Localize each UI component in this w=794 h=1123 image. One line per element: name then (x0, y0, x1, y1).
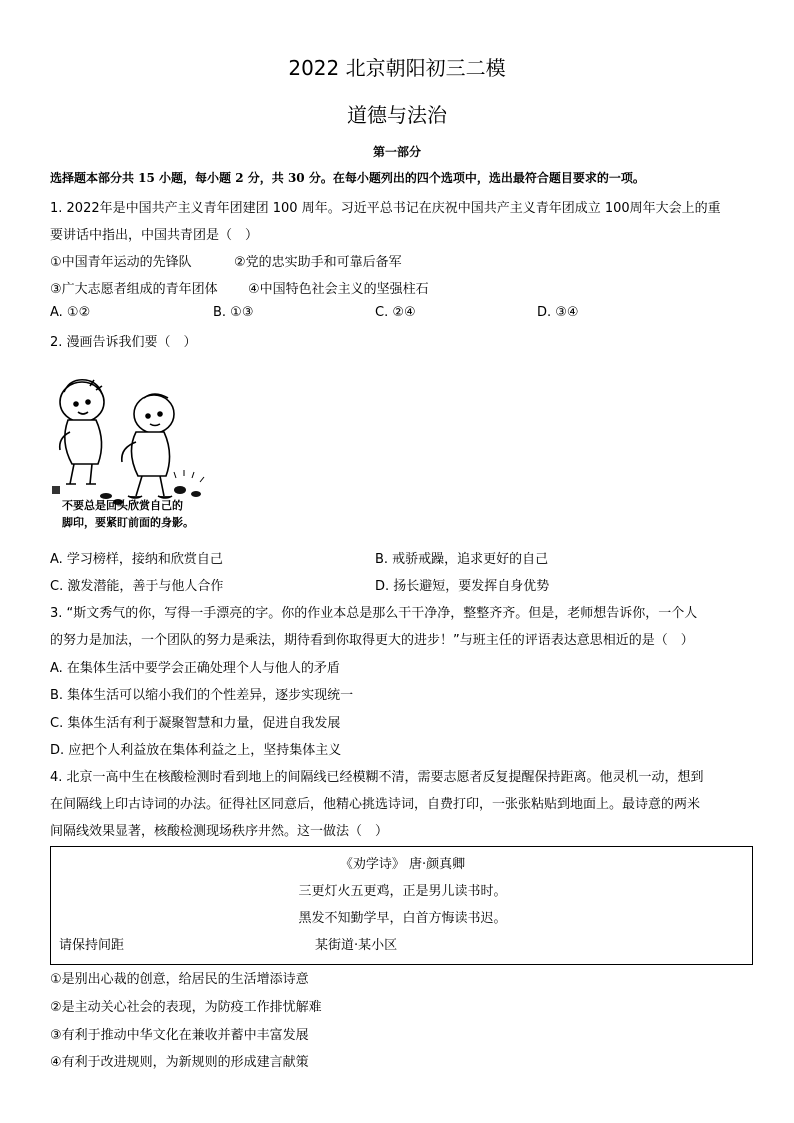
caption-line2: 脚印，要紧盯前面的身影。 (62, 516, 194, 529)
q1-stem-line1: 1. 2022年是中国共产主义青年团建团 100 周年。习近平总书记在庆祝中国共产主义青年团成立 100周年大会上的重 (50, 201, 721, 216)
q1-option-d: D. ③④ (537, 305, 579, 320)
q1-stem-line2: 要讲话中指出，中国共青团是（ ） (50, 228, 259, 243)
poem-box (50, 846, 753, 965)
q4-item-2: ②是主动关心社会的表现，为防疫工作排忧解难 (50, 1000, 322, 1015)
q4-item-4: ④有利于改进规则，为新规则的形成建言献策 (50, 1055, 309, 1070)
q1-option-b: B. ①③ (213, 305, 254, 320)
q3-option-b: B. 集体生活可以缩小我们的个性差异，逐步实现统一 (50, 688, 354, 703)
q3-stem-line2: 的努力是加法，一个团队的努力是乘法，期待看到你取得更大的进步！”与班主任的评语表达意思相近的是（ ） (50, 633, 694, 648)
q2-stem: 2. 漫画告诉我们要（ ） (50, 335, 197, 350)
cartoon-caption (62, 497, 212, 531)
q2-option-b: B. 戒骄戒躁，追求更好的自己 (375, 552, 549, 567)
q1-option-c: C. ②④ (375, 305, 416, 320)
q3-option-c: C. 集体生活有利于凝聚智慧和力量，促进自我发展 (50, 716, 341, 731)
q4-stem-line1: 4. 北京一高中生在核酸检测时看到地上的间隔线已经模糊不清，需要志愿者反复提醒保持距离。他灵机一动，想到 (50, 770, 704, 785)
q4-stem-line2: 在间隔线上印古诗词的办法。征得社区同意后，他精心挑选诗词，自费打印，一张张粘贴到地面上。最诗意的两米 (50, 797, 701, 812)
q3-option-a: A. 在集体生活中要学会正确处理个人与他人的矛盾 (50, 661, 340, 676)
q1-option-a: A. ①② (50, 305, 91, 320)
exam-title: 2022 北京朝阳初三二模 (288, 56, 506, 80)
q3-stem-line1: 3. “斯文秀气的你，写得一手漂亮的字。你的作业本总是那么干干净净，整整齐齐。但是，老师想告诉你，一个人 (50, 606, 698, 621)
q1-item-1: ①中国青年运动的先锋队 (50, 255, 192, 270)
poem-keep-distance: 请保持间距 (59, 938, 125, 953)
poem-location: 某街道·某小区 (315, 938, 398, 953)
q3-option-d: D. 应把个人利益放在集体利益之上，坚持集体主义 (50, 743, 342, 758)
q4-stem-line3: 间隔线效果显著，核酸检测现场秩序井然。这一做法（ ） (50, 824, 389, 839)
q2-option-c: C. 激发潜能，善于与他人合作 (50, 579, 224, 594)
q1-item-4: ④中国特色社会主义的坚强柱石 (248, 282, 429, 297)
q4-item-1: ①是别出心裁的创意，给居民的生活增添诗意 (50, 972, 309, 987)
q4-item-3: ③有利于推动中华文化在兼收并蓄中丰富发展 (50, 1028, 309, 1043)
subject-title: 道德与法治 (347, 103, 447, 127)
part-heading: 第一部分 (372, 145, 421, 159)
caption-line1: 不要总是回头欣赏自己的 (62, 499, 183, 512)
poem-line1: 三更灯火五更鸡，正是男儿读书时。 (298, 884, 507, 899)
poem-title: 《劝学诗》 唐·颜真卿 (339, 857, 466, 872)
q2-option-a: A. 学习榜样，接纳和欣赏自己 (50, 552, 223, 567)
poem-line2: 黑发不知勤学早，白首方悔读书迟。 (298, 911, 507, 926)
q1-item-2: ②党的忠实助手和可靠后备军 (234, 255, 402, 270)
section-instructions: 选择题本部分共 15 小题，每小题 2 分，共 30 分。在每小题列出的四个选项中，选出最符合题目要求的一项。 (50, 171, 645, 185)
q1-item-3: ③广大志愿者组成的青年团体 (50, 282, 218, 297)
q2-option-d: D. 扬长避短，要发挥自身优势 (375, 579, 550, 594)
